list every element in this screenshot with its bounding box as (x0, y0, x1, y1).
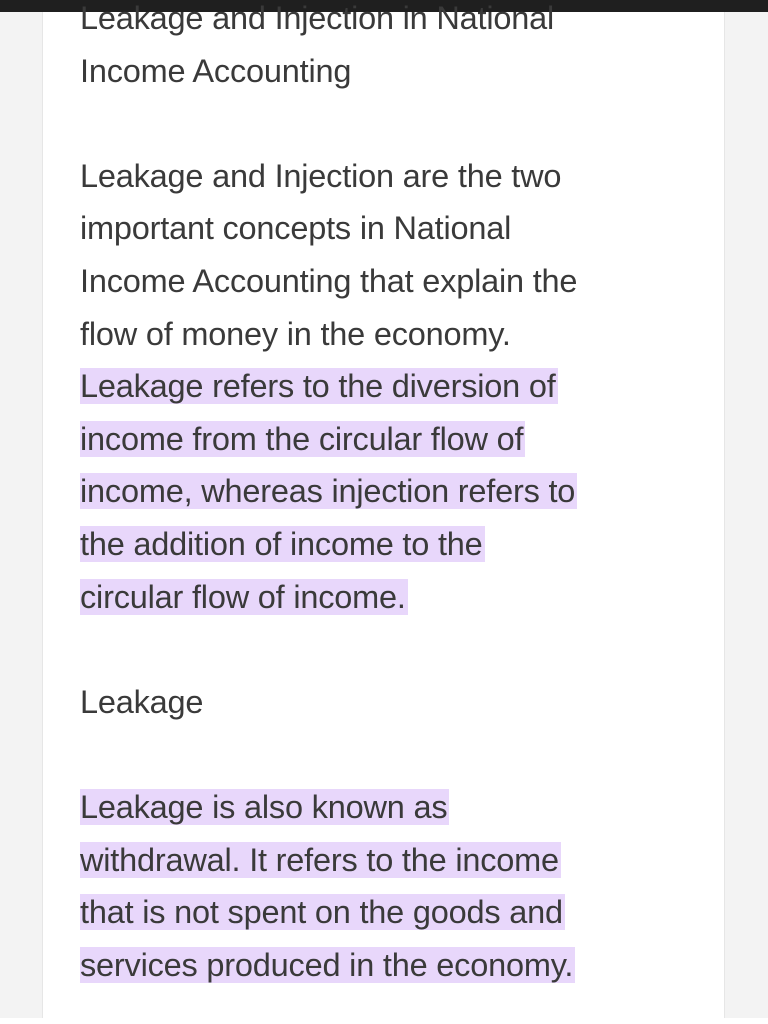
highlighted-line[interactable] (80, 886, 696, 939)
intro-paragraph (80, 150, 696, 623)
text-highlight[interactable]: Leakage is also known as (80, 788, 448, 825)
highlighted-line[interactable] (80, 781, 696, 834)
highlighted-line[interactable] (80, 518, 696, 571)
paragraph-line: Leakage and Injection are the two (80, 157, 562, 194)
text-highlight[interactable]: circular flow of income. (80, 578, 406, 615)
title-line: Income Accounting (80, 52, 352, 89)
highlighted-line[interactable] (80, 413, 696, 466)
page-bottom-edge (0, 1018, 768, 1024)
spacer (80, 728, 696, 781)
highlighted-line[interactable] (80, 571, 696, 624)
highlighted-line[interactable] (80, 360, 696, 413)
text-highlight[interactable]: income from the circular flow of (80, 420, 524, 457)
right-page-margin (724, 12, 768, 1024)
left-page-margin (0, 12, 43, 1024)
text-highlight[interactable]: withdrawal. It refers to the income (80, 841, 559, 878)
section-heading: Leakage (80, 683, 204, 720)
leakage-paragraph (80, 781, 696, 991)
text-highlight[interactable]: Leakage refers to the diversion of (80, 368, 556, 405)
title-line: Leakage and Injection in National (80, 0, 555, 36)
spacer (80, 97, 696, 150)
highlighted-line[interactable] (80, 834, 696, 887)
paragraph-line: important concepts in National (80, 210, 512, 247)
paragraph-line: flow of money in the economy. (80, 315, 511, 352)
article-body (80, 0, 696, 991)
text-highlight[interactable]: income, whereas injection refers to (80, 473, 576, 510)
text-highlight[interactable]: services produced in the economy. (80, 946, 574, 983)
highlighted-line[interactable] (80, 939, 696, 992)
spacer (80, 623, 696, 676)
article-title (80, 0, 696, 97)
paragraph-line: Income Accounting that explain the (80, 262, 578, 299)
text-highlight[interactable]: the addition of income to the (80, 525, 483, 562)
text-highlight[interactable]: that is not spent on the goods and (80, 894, 563, 931)
highlighted-line[interactable] (80, 465, 696, 518)
